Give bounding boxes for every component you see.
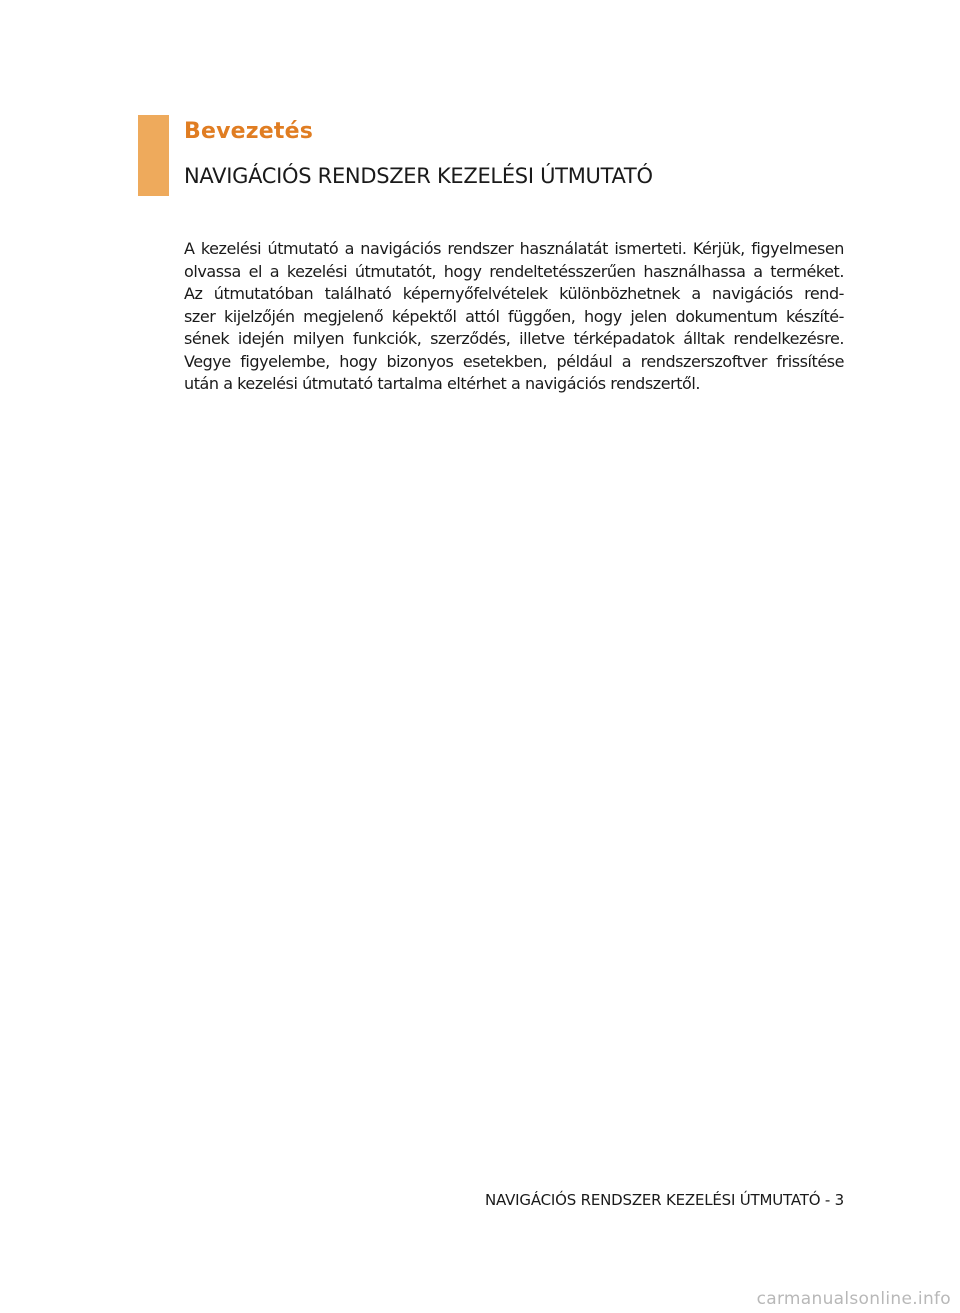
intro-line: olvassa el a kezelési útmutatót, hogy rendeltetésszerűen használhassa a terméket. (184, 261, 844, 281)
section-title: Bevezetés (184, 119, 314, 144)
watermark: carmanualsonline.info (756, 1289, 951, 1309)
intro-line: után a kezelési útmutató tartalma eltérhet a navigációs rendszertől. (184, 374, 701, 393)
intro-line: szer kijelzőjén megjelenő képektől attól függően, hogy jelen dokumentum készíté- (184, 306, 844, 326)
intro-line: Vegye figyelembe, hogy bizonyos esetekben, például a rendszerszoftver frissítése (184, 351, 844, 371)
intro-line: Az útmutatóban található képernyőfelvételek különbözhetnek a navigációs rend- (184, 284, 844, 303)
intro-line: A kezelési útmutató a navigációs rendszer használatát ismerteti. Kérjük, figyelmesen (184, 239, 844, 258)
intro-paragraph (184, 238, 844, 396)
section-accent-bar (138, 115, 169, 196)
intro-line: sének idején milyen funkciók, szerződés, illetve térképadatok álltak rendelkezésre. (184, 329, 844, 348)
document-title: NAVIGÁCIÓS RENDSZER KEZELÉSI ÚTMUTATÓ (184, 164, 653, 188)
page-footer: NAVIGÁCIÓS RENDSZER KEZELÉSI ÚTMUTATÓ - 3 (485, 1191, 844, 1209)
